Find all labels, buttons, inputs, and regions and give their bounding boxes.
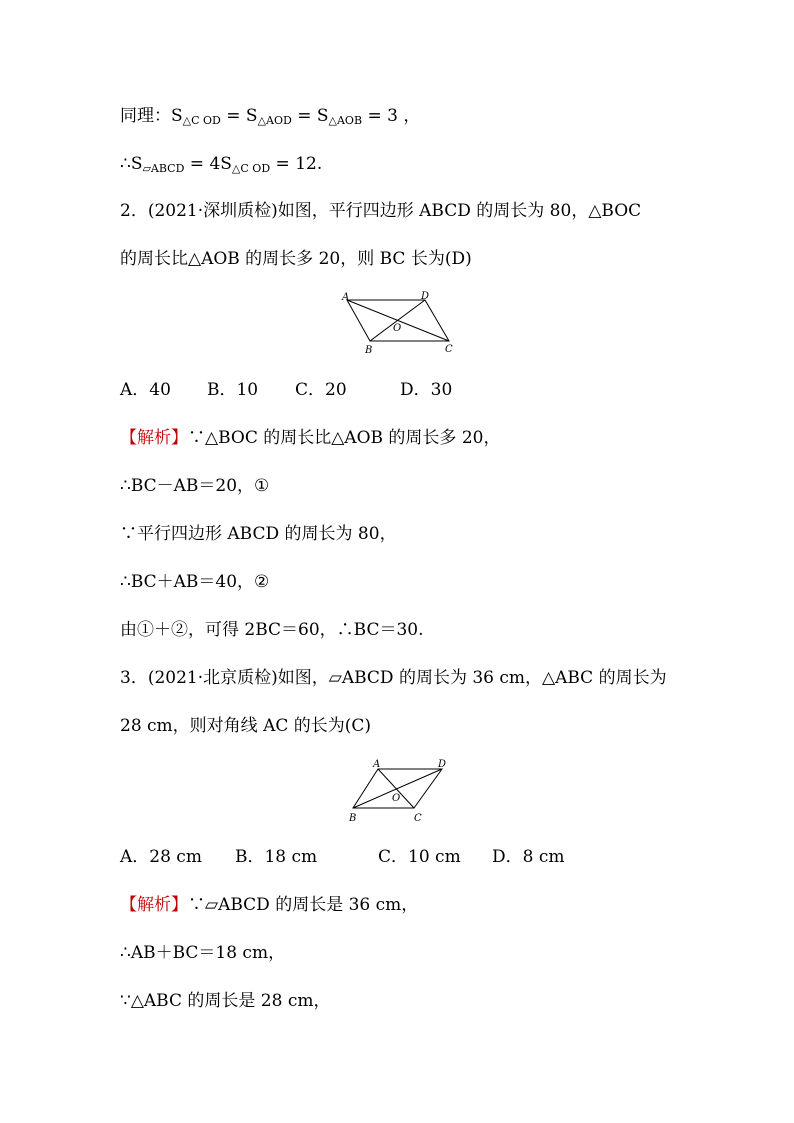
- question-2-analysis-5: 由①＋②，可得 2BC＝60，∴BC＝30.: [120, 620, 424, 640]
- question-2-option-c: C．20: [295, 380, 347, 400]
- parallelogram-figure-2: [345, 755, 460, 825]
- question-2-line-2: 的周长比△AOB 的周长多 20，则 BC 长为(D): [120, 249, 472, 269]
- question-2-analysis-4: ∴BC＋AB＝40，②: [120, 572, 270, 592]
- parallelogram-figure-1: [337, 289, 467, 359]
- question-2-options: [120, 378, 480, 402]
- question-3-analysis-3: ∵△ABC 的周长是 28 cm，: [120, 991, 331, 1011]
- figure-1-label-d: D: [421, 291, 430, 302]
- question-3-options: [120, 845, 570, 869]
- question-2-option-a: A．40: [120, 380, 171, 400]
- figure-1-label-a: A: [342, 292, 350, 303]
- analysis-tag: 【解析】: [120, 428, 188, 448]
- figure-2-label-c: C: [414, 813, 422, 824]
- analysis-tag: 【解析】: [120, 895, 188, 915]
- question-3-option-b: B．18 cm: [235, 847, 318, 867]
- question-3-analysis-2: ∴AB＋BC＝18 cm，: [120, 943, 286, 963]
- figure-2-label-a: A: [373, 759, 381, 770]
- question-2-option-d: D．30: [400, 380, 453, 400]
- question-3-analysis-1: 【解析】∵▱ABCD 的周长是 36 cm，: [120, 895, 419, 915]
- question-2-option-b: B．10: [207, 380, 259, 400]
- question-3-option-a: A．28 cm: [120, 847, 202, 867]
- figure-2-label-b: B: [349, 813, 357, 824]
- question-3-line-2: 28 cm，则对角线 AC 的长为(C): [120, 716, 372, 736]
- question-2-analysis-3: ∵平行四边形 ABCD 的周长为 80，: [120, 524, 397, 544]
- question-3-option-c: C．10 cm: [378, 847, 461, 867]
- question-2-analysis-1: 【解析】∵△BOC 的周长比△AOB 的周长多 20，: [120, 428, 501, 448]
- figure-2-label-d: D: [438, 759, 447, 770]
- question-3-line-1: 3．(2021·北京质检)如图，▱ABCD 的周长为 36 cm，△ABC 的周长为: [120, 668, 667, 688]
- question-2-line-1: 2．(2021·深圳质检)如图，平行四边形 ABCD 的周长为 80，△BOC: [120, 201, 642, 221]
- equation-line-1: 同理：$S_{\triangle C OD} = S_{\triangle AOD} = S_{\triangle AOB} = 3$ ，: [120, 106, 421, 127]
- equation-line-2: $\therefore S_{▱ABCD} = 4S_{\triangle C OD} = 12$.: [120, 154, 323, 175]
- figure-2-label-o: O: [392, 793, 401, 804]
- figure-1-label-b: B: [365, 345, 373, 356]
- figure-1-label-c: C: [445, 344, 453, 355]
- question-3-option-d: D．8 cm: [492, 847, 565, 867]
- figure-1-label-o: O: [393, 323, 402, 334]
- question-2-analysis-2: ∴BC－AB＝20，①: [120, 476, 270, 496]
